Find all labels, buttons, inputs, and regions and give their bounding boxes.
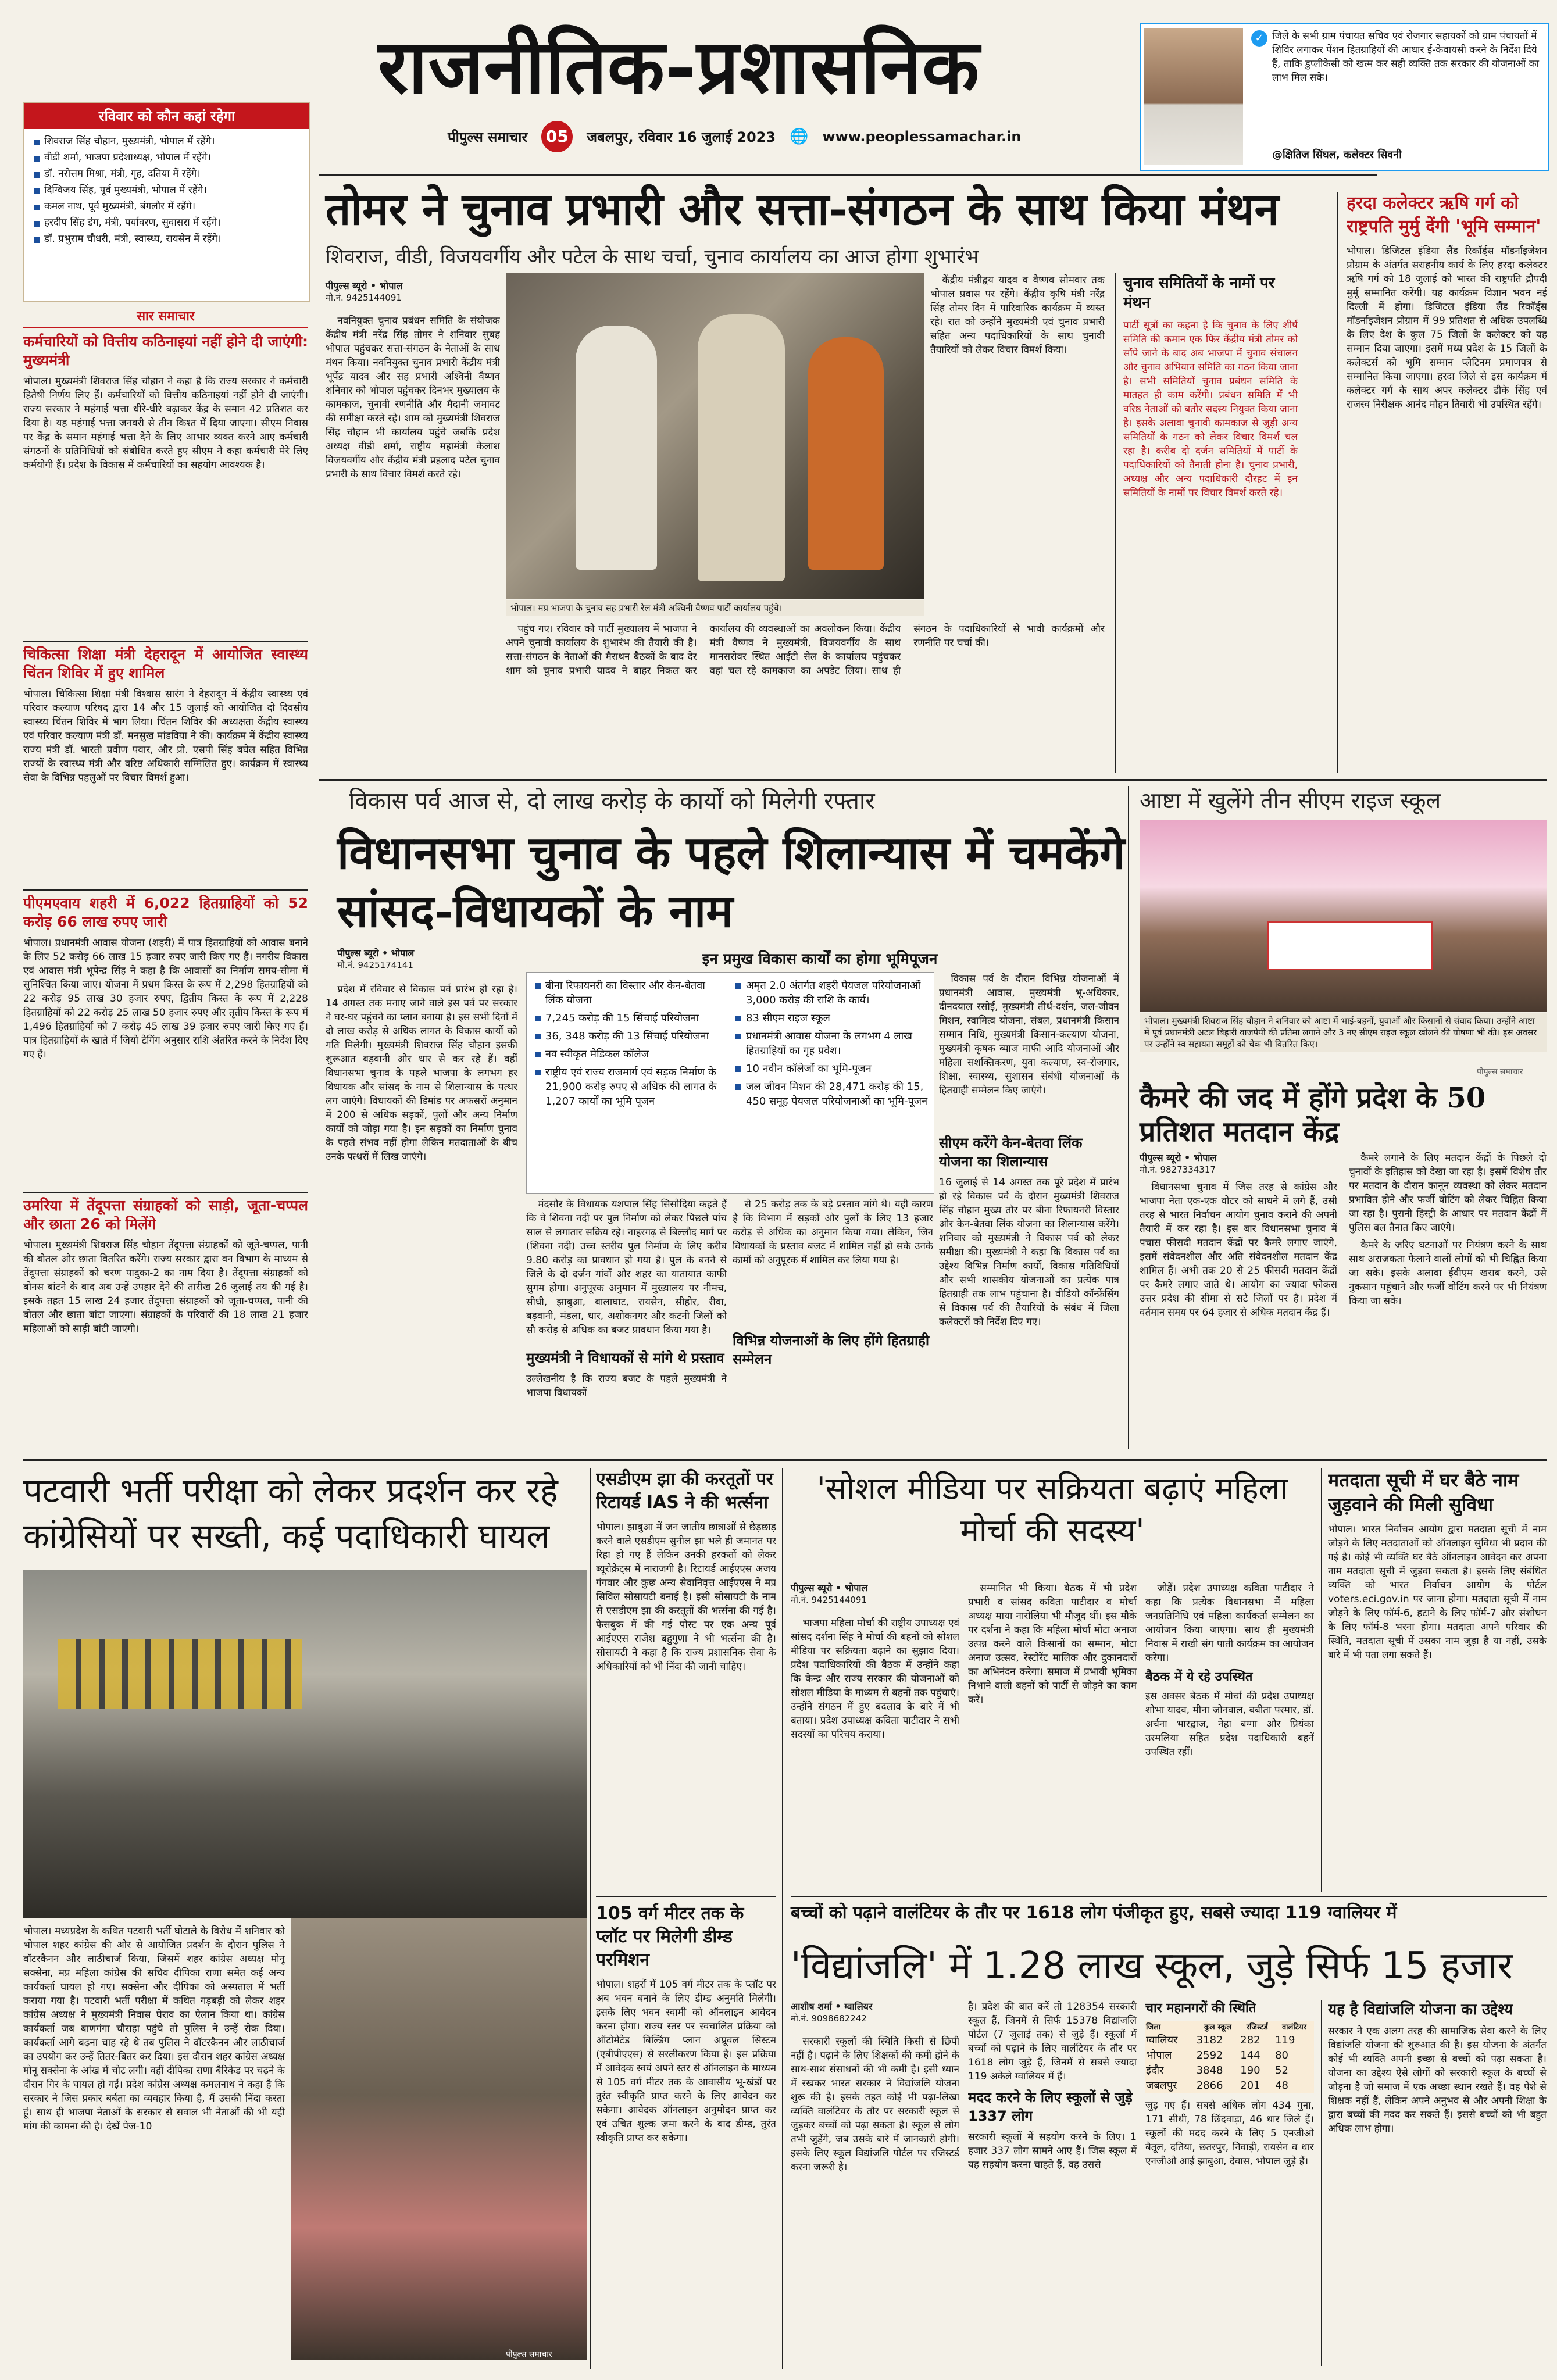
saar-headline-2: चिकित्सा शिक्षा मंत्री देहरादून में आयोजित स्वास्थ्य चिंतन शिविर में हुए शामिल xyxy=(23,646,308,681)
harda-story xyxy=(1347,192,1547,773)
lead-headline: तोमर ने चुनाव प्रभारी और सत्ता-संगठन के साथ किया मंथन xyxy=(326,183,1279,235)
vikas-list-b xyxy=(733,978,928,1112)
saar-body-2: भोपाल। चिकित्सा शिक्षा मंत्री विश्वास सारंग ने देहरादून में केंद्रीय स्वास्थ्य एवं परिवार कल्याण परिषद द्वारा 14 और 15 जुलाई को आयोजित दो दिवसीय स्वास्थ्य चिंतन शिविर में भाग लिया। चिंतन शिविर की अध्यक्षता केंद्रीय स्वास्थ्य एवं परिवार कल्याण मंत्री डॉ. मनसुख मांडविया ने की। कार्यक्रम में केंद्रीय स्वास्थ्य राज्य मंत्री डॉ. भारती प्रवीण पवार, और प्रो. एसपी सिंह बघेल सहित विभिन्न राज्यों के स्वास्थ्य मंत्री और वरिष्ठ अधिकारी सम्मिलित हुए। कार्यक्रम में स्वास्थ्य सेवा के विभिन्न पहलुओं पर विचार विमर्श हुआ। xyxy=(23,688,308,784)
paragraph: प्रदेश में रविवार से विकास पर्व प्रारंभ हो रहा है। 14 अगस्त तक मनाए जाने वाले इस पर्व पर सरकार ने घर-घर पहुंचने का प्लान बनाया है। इस सभी दिनों में दो लाख करोड़ से अधिक लागत के विकास कार्यों को गति मिलेगी। मुख्यमंत्री शिवराज सिंह चौहान इसकी शुरूआत बड़वानी और धार से कर रहे हैं। वहीं विधानसभा चुनाव के पहले भाजपा के लगभग हर विधायक और सांसद के नाम से शिलान्यास के पत्थर लग जाएंगे। विधायकों की डिमांड पर अफसरों अनुमान में 200 से अधिक सड़कों, पुलों और अन्य निर्माण कार्यों को जोड़ा गया है। इन सड़कों का निर्माण चुनाव के पहले संभव नहीं होगा लेकिन मतदाताओं के बीच उनके पत्थरों में लिख जाएंगे। xyxy=(326,984,517,1163)
camera-body-col1 xyxy=(1140,1180,1337,1448)
committees-body: पार्टी सूत्रों का कहना है कि चुनाव के लिए शीर्ष समिति की कमान एक फिर केंद्रीय मंत्री तोमर को सौंपे जाने के बाद अब भाजपा में चुनाव संचालन और चुनाव अभियान समिति का गठन किया जाना है। सभी समितियों चुनाव प्रबंधन समिति के मातहत ही काम करेंगी। प्रबंधन समिति में भी वरिष्ठ नेताओं को बतौर सदस्य नियुक्त किया जाना है। इसके अलावा चुनावी कामकाज से जुड़ी अन्य समितियों के गठन को लेकर विचार विमर्श चल रहा है। करीब दो दर्जन समितियों में पार्टी के पदाधिकारियों को तैनाती होना है। चुनाव प्रभारी, अध्यक्ष और अन्य पदाधिकारी दौरहट में इन समितियों के नामों पर विचार विमर्श करते रहे। xyxy=(1123,320,1298,499)
patwari-headline: पटवारी भर्ती परीक्षा को लेकर प्रदर्शन कर रहे कांग्रेसियों पर सख्ती, कई पदाधिकारी घायल xyxy=(23,1471,558,1556)
divider xyxy=(319,779,1547,781)
table-cell: जबलपुर xyxy=(1146,2079,1177,2092)
vidyanjali-side-headline: यह है विद्यांजलि योजना का उद्देश्य xyxy=(1328,2001,1513,2018)
table-cell: 144 xyxy=(1240,2049,1260,2061)
vikas-list-title: इन प्रमुख विकास कार्यों का होगा भूमिपूजन xyxy=(702,950,938,968)
vikas-sub2-headline: विभिन्न योजनाओं के लिए होंगे हितग्राही सम्मेलन xyxy=(733,1332,930,1367)
metro-table-note: जुड़ गए हैं। सबसे अधिक लोग 434 गुना, 171 सीधी, 78 छिंदवाड़ा, 46 धार जिले हैं। स्कूलों की मदद करने के लिए 5 एनजीओ बैतूल, दतिया, छतरपुर, निवाड़ी, रायसेन व धार एनजीओ आई झाबुआ, देवास, भोपाल जुड़े हैं। xyxy=(1145,2100,1314,2167)
cheque-board xyxy=(1267,921,1433,970)
table-cell: 190 xyxy=(1240,2064,1260,2077)
committees-story xyxy=(1123,273,1298,773)
tweet-box xyxy=(1140,23,1549,171)
mobile-number: मो.नं. 9098682242 xyxy=(791,2013,867,2024)
table-cell: इंदौर xyxy=(1146,2064,1164,2077)
paragraph: से 25 करोड़ तक के बड़े प्रस्ताव मांगे थे। यही कारण है कि विभाग में सड़कों और पुलों के लिए 13 हजार करोड़ से अधिक का अनुमान किया गया। लेकिन, जिन विधायकों के प्रस्ताव बजट में शामिल नहीं हो सके उनके कामों को अनुपूरक में शामिल कर लिया गया है। xyxy=(733,1199,933,1266)
byline: पीपुल्स ब्यूरो • भोपाल xyxy=(791,1582,868,1593)
metro-table xyxy=(1145,2021,1314,2093)
divider xyxy=(23,1459,1547,1461)
byline: आशीष शर्मा • ग्वालियर xyxy=(791,2001,873,2012)
voter-headline: मतदाता सूची में घर बैठे नाम जुड़वाने की मिली सुविधा xyxy=(1328,1469,1519,1516)
saar-body-1: भोपाल। मुख्यमंत्री शिवराज सिंह चौहान ने कहा है कि राज्य सरकार ने कर्मचारी हितैषी निर्णय लिए हैं। कर्मचारियों को वित्तीय कठिनाइयां नहीं होने दी जाएंगी। राज्य सरकार ने महंगाई भत्ता धीरे-धीरे बढ़ाकर केंद्र के समान 42 प्रतिशत कर दिया है। यह महंगाई भत्ता जनवरी से तीन किश्त में दिया जाएगा। सीएम निवास पर केंद्र के समान महंगाई भत्ता देने के लिए आभार व्यक्त करने आए कर्मचारी संगठनों के प्रतिनिधियों को संबोधित करते हुए सीएम ने कहा कर्मचारी मेरे लिए कर्मयोगी हैं। प्रदेश के विकास में कर्मचारियों का सहयोग आवश्यक है। xyxy=(23,376,308,471)
patwari-credit: पीपुल्स समाचार xyxy=(506,2350,552,2359)
table-cell: 201 xyxy=(1240,2079,1260,2092)
tweet-author: @क्षितिज सिंघल, कलेक्टर सिवनी xyxy=(1272,149,1402,161)
aashta-caption: भोपाल। मुख्यमंत्री शिवराज सिंह चौहान ने शनिवार को आष्टा में भाई-बहनों, युवाओं और किसानों से संवाद किया। उन्होंने आष्टा में पूर्व प्रधानमंत्री अटल बिहारी वाजपेयी की प्रतिमा लगाने और 3 नए सीएम राइज स्कूल खोलने की घोषणा भी की। इस अवसर पर उन्होंने स्व सहायता समूहों को चेक भी वितरित किए। xyxy=(1140,1013,1547,1052)
divider xyxy=(791,1896,1547,1897)
figure-3 xyxy=(808,337,884,570)
aashta-credit: पीपुल्स समाचार xyxy=(1477,1067,1523,1077)
list-item: बीना रिफायनरी का विस्तार और केन-बेतवा लिंक योजना xyxy=(533,978,724,1007)
lead-photo-caption: भोपाल। मप्र भाजपा के चुनाव सह प्रभारी रेल मंत्री अश्विनी वैष्णव पार्टी कार्यालय पहुंचे। xyxy=(506,600,924,616)
lead-body-col1 xyxy=(326,314,500,773)
twitter-icon: ✓ xyxy=(1251,30,1267,47)
lead-body-col2 xyxy=(506,622,1105,773)
vidyanjali-byline xyxy=(791,2000,965,2024)
vidyanjali-side xyxy=(1328,2000,1547,2366)
date-line: जबलपुर, रविवार 16 जुलाई 2023 xyxy=(587,128,776,145)
paragraph: कैमरे लगाने के लिए मतदान केंद्रों के पिछले दो चुनावों के इतिहास को देखा जा रहा है। इसमें विशेष तौर पर मतदान के दौरान कानून व्यवस्था को लेकर मतदान प्रभावित होने और फर्जी वोटिंग को लेकर चिह्नित किया जा रहा है। पुरानी हिस्ट्री के आधार पर मतदान केंद्रों में पुलिस बल तैनात किए जाएंगे। xyxy=(1349,1152,1547,1234)
aashta-headline: आष्टा में खुलेंगे तीन सीएम राइज स्कूल xyxy=(1140,788,1441,813)
table-row xyxy=(1145,2063,1314,2078)
who-where-box xyxy=(23,102,310,302)
voter-body: भोपाल। भारत निर्वाचन आयोग द्वारा मतदाता सूची में नाम जोड़ने के लिए मतदाताओं को ऑनलाइन सुविधा भी प्रदान की गई है। कोई भी व्यक्ति घर बैठे ऑनलाइन आवेदन कर अपना नाम मतदाता सूची में जुड़वा सकता है। इसके लिए संबंधित व्यक्ति को भारत निर्वाचन आयोग के पोर्टल voters.eci.gov.in पर जाना होगा। मतदाता सूची में नाम जोड़ने के लिए फॉर्म-6, हटाने के लिए फॉर्म-7 और संशोधन के लिए फॉर्म-8 भरना होगा। मतदाता अपने परिवार की स्थिति, मतदाता सूची में उसका नाम जुड़ा है या नहीं, उसके बारे में भी पता लगा सकते हैं। xyxy=(1328,1524,1547,1661)
table-header: रजिस्टर्ड xyxy=(1246,2023,1268,2032)
table-cell: 282 xyxy=(1240,2034,1260,2046)
divider xyxy=(590,1468,591,2369)
byline: पीपुल्स ब्यूरो • भोपाल xyxy=(326,280,403,291)
table-row xyxy=(1145,2032,1314,2047)
divider xyxy=(1115,273,1116,773)
saar-headline-1: कर्मचारियों को वित्तीय कठिनाइयां नहीं होने दी जाएंगी: मुख्यमंत्री xyxy=(23,333,308,369)
divider xyxy=(23,889,308,891)
list-item: प्रधानमंत्री आवास योजना के लगभग 4 लाख हितग्राहियों का गृह प्रवेश। xyxy=(733,1029,928,1058)
figure-2 xyxy=(698,314,785,581)
divider xyxy=(782,1468,783,2369)
barricade xyxy=(58,1639,302,1709)
who-where-title: रविवार को कौन कहां रहेगा xyxy=(24,103,309,129)
lead-subhead: शिवराज, वीडी, विजयवर्गीय और पटेल के साथ चर्चा, चुनाव कार्यालय का आज होगा शुभारंभ xyxy=(326,245,979,269)
list-item: 83 सीएम राइज स्कूल xyxy=(733,1011,928,1025)
mahila-body-col3 xyxy=(1145,1581,1314,1884)
protest-photo-2 xyxy=(291,1918,587,2360)
saar-story-3 xyxy=(23,894,308,1185)
vikas-body-col2 xyxy=(526,1198,727,1349)
paragraph: सरकारी स्कूलों की स्थिति किसी से छिपी नहीं है। पढ़ाने के लिए शिक्षकों की कमी होने के साथ-साथ संसाधनों की भी कमी है। इसी ध्यान में रखकर भारत सरकार ने विद्यांजलि योजना शुरू की है। इसके तहत कोई भी पढ़ा-लिखा व्यक्ति वालंटियर के तौर पर सरकारी स्कूल से जुड़कर बच्चों को पढ़ा सकता है। स्कूल से लोग तभी जुड़ेंगे, जब उसके बारे में जानकारी होगी। इसके लिए स्कूल विद्यांजलि पोर्टल पर रजिस्टर्ड करना जरूरी है। xyxy=(791,2036,959,2173)
paragraph: मंदसौर के विधायक यशपाल सिंह सिसोदिया कहते हैं कि वे शिवना नदी पर पुल निर्माण को लेकर पिछले पांच साल से लगातार सक्रिय रहे। नाहरगढ़ से बिल्लौद मार्ग पर (शिवना नदी) उच्च स्तरीय पुल निर्माण के लिए करीब 9.80 करोड़ का प्रावधान हो गया है। पुल के बनने से जिले के दो दर्जन गांवों और शहर का यातायात काफी सुगम होगा। अनुपूरक अनुमान में मुख्यालय पर नीमच, सीधी, झाबुआ, बालाघाट, रायसेन, सीहोर, रीवा, बड़वानी, मंडला, धार, अशोकनगर और कटनी जिलों को सौ करोड़ से अधिक का बजट प्रावधान किया गया है। xyxy=(526,1199,727,1336)
table-cell: 3848 xyxy=(1196,2064,1223,2077)
collector-photo xyxy=(1144,28,1243,165)
vidyanjali-body-col1 xyxy=(791,2035,959,2366)
camera-body-col2 xyxy=(1349,1151,1547,1448)
figure-1 xyxy=(576,326,657,570)
divider xyxy=(596,1896,776,1897)
dateline-bar xyxy=(448,119,1122,154)
voter-story xyxy=(1328,1468,1547,1892)
section-title: राजनीतिक-प्रशासनिक xyxy=(378,23,980,110)
metro-table-title: चार महानगरों की स्थिति xyxy=(1145,2001,1256,2016)
mobile-number: मो.नं. 9827334317 xyxy=(1140,1164,1216,1175)
paragraph: कैमरे के जरिए घटनाओं पर नियंत्रण करने के साथ साथ अराजकता फैलाने वालों लोगों को भी चिह्नित किया जा सके। इसके अलावा ईवीएम खराब करने, उसे नुकसान पहुंचाने और फर्जी वोटिंग करने पर भी नियंत्रण किया जा सके। xyxy=(1349,1239,1547,1307)
vikas-sub1-headline: मुख्यमंत्री ने विधायकों से मांगे थे प्रस्ताव xyxy=(526,1350,724,1366)
list-item: 7,245 करोड़ की 15 सिंचाई परियोजना xyxy=(533,1011,724,1025)
table-cell: ग्वालियर xyxy=(1146,2034,1178,2046)
who-where-list xyxy=(24,129,309,255)
vidyanjali-side-body: सरकार ने एक अलग तरह की सामाजिक सेवा करने के लिए विद्यांजलि योजना की शुरुआत की है। इस योजना के अंतर्गत कोई भी व्यक्ति अपनी इच्छा से बच्चों को पढ़ा सकता है। योजना का उद्देश्य ऐसे लोगों को सरकारी स्कूल के बच्चों से जोड़ना है जो समाज में एक अच्छा स्थान रखते हैं। वह पेशे से शिक्षक नहीं हैं, लेकिन अपने अनुभव से और अपनी शिक्षा के द्वारा बच्चों की मदद कर सकते हैं। इससे बच्चों को भी बहुत अधिक लाभ होगा। xyxy=(1328,2025,1547,2135)
lead-byline xyxy=(326,279,500,303)
lead-body-col3 xyxy=(930,273,1105,622)
saar-story-4 xyxy=(23,1196,308,1458)
mahila-sub-body: इस अवसर बैठक में मोर्चा की प्रदेश उपाध्यक्ष शोभा यादव, मीना जोनवाल, बबीता परमार, डॉ. अर्चना भारद्वाज, नेहा बग्गा और प्रियंका उरमलिया सहित प्रदेश पदाधिकारी बहनें उपस्थित रहीं। xyxy=(1145,1691,1314,1758)
saar-story-1 xyxy=(23,333,308,641)
mobile-number: मो.नं. 9425144091 xyxy=(326,292,402,303)
paper-name: पीपुल्स समाचार xyxy=(448,128,528,145)
plot-headline: 105 वर्ग मीटर तक के प्लॉट पर मिलेगी डीम्ड परमिशन xyxy=(596,1903,744,1970)
mobile-number: मो.नं. 9425144091 xyxy=(791,1595,867,1605)
paragraph: केंद्रीय मंत्रीद्वय यादव व वैष्णव सोमवार तक भोपाल प्रवास पर रहेंगे। केंद्रीय कृषि मंत्री नरेंद्र सिंह तोमर दिन में पारिवारिक कार्यक्रम में व्यस्त रहे। रात को उन्होंने मुख्यमंत्री एवं चुनाव प्रभारी सहित अन्य पदाधिकारियों के साथ चुनावी तैयारियों को लेकर विचार विमर्श किया। xyxy=(930,274,1105,356)
paragraph: पहुंच गए। रविवार को पार्टी मुख्यालय में भाजपा ने अपने चुनावी कार्यालय के शुभारंभ की तैयारी की है। सत्ता-संगठन के नेताओं की मैराथन बैठकों के बाद देर शाम को चुनाव प्रभारी यादव ने बाहर निकल कर कार्यालय की व्यवस्थाओं का अवलोकन किया। केंद्रीय मंत्री वैष्णव ने मुख्यमंत्री, विजयवर्गीय के साथ मानसरोवर स्थित आईटी सेल के कार्यालय पहुंचकर वहां चल रहे कामकाज का अपडेट लिया। साथ ही संगठन के पदाधिकारियों से भावी कार्यक्रमों और रणनीति पर चर्चा की। xyxy=(506,623,1105,677)
vikas-sub3-headline: सीएम करेंगे केन-बेतवा लिंक योजना का शिलान्यास xyxy=(939,1135,1083,1170)
harda-headline: हरदा कलेक्टर ऋषि गर्ग को राष्ट्रपति मुर्मु देंगी 'भूमि सम्मान' xyxy=(1347,193,1541,237)
vikas-sub1-body: उल्लेखनीय है कि राज्य बजट के पहले मुख्यमंत्री ने भाजपा विधायकों xyxy=(526,1373,727,1399)
vidyanjali-headline: 'विद्यांजलि' में 1.28 लाख स्कूल, जुड़े सिर्फ 15 हजार xyxy=(791,1945,1513,1988)
sdm-headline: एसडीएम झा की करतूतों पर रिटायर्ड IAS ने की भर्त्सना xyxy=(596,1469,773,1513)
list-item: वीडी शर्मा, भाजपा प्रदेशाध्यक्ष, भोपाल में रहेंगे। xyxy=(31,151,302,164)
list-item: शिवराज सिंह चौहान, मुख्यमंत्री, भोपाल में रहेंगे। xyxy=(31,135,302,148)
table-cell: 2866 xyxy=(1196,2079,1223,2092)
patwari-body xyxy=(23,1924,285,2366)
sdm-story xyxy=(596,1468,776,1892)
table-header: वालंटियर xyxy=(1281,2023,1307,2032)
vikas-body-col1 xyxy=(326,982,517,1448)
lead-photo xyxy=(506,273,924,599)
committees-headline: चुनाव समितियों के नामों पर मंथन xyxy=(1123,274,1275,312)
divider xyxy=(23,641,308,642)
table-cell: 80 xyxy=(1275,2049,1288,2061)
vikas-list-a xyxy=(533,978,724,1112)
mobile-number: मो.नं. 9425174141 xyxy=(337,960,413,970)
vikas-body-col4 xyxy=(939,972,1119,1129)
table-cell: 119 xyxy=(1275,2034,1295,2046)
table-cell: 52 xyxy=(1275,2064,1288,2077)
paragraph: सम्मानित भी किया। बैठक में भी प्रदेश प्रभारी व सांसद कविता पाटीदार व मोर्चा अध्यक्ष माया नारोलिया भी मौजूद थीं। इस मौके पर दर्शना ने कहा कि महिला मोर्चा मोटा अनाज उत्पन्न करने वाले किसानों का सम्मान, मोटा अनाज उत्सव, रेस्टोरेंट मालिक और दुकानदारों का अभिनंदन करेगा। समाज में प्रभावी भूमिका निभाने वाली बहनों को पार्टी से जोड़ने का काम करें। xyxy=(968,1582,1137,1706)
mahila-headline: 'सोशल मीडिया पर सक्रियता बढ़ाएं महिला मोर्चा की सदस्य' xyxy=(816,1470,1288,1549)
divider xyxy=(1337,192,1338,773)
saar-body-3: भोपाल। प्रधानमंत्री आवास योजना (शहरी) में पात्र हितग्राहियों को आवास बनाने के लिए 52 करोड़ 66 लाख 15 हजार रुपए जारी किए गए हैं। नगरीय विकास एवं आवास मंत्री भूपेन्द्र सिंह ने कहा है कि आवासों का निर्माण समय-सीमा में सुनिश्चित किया जाए। योजना में प्रथम किस्त के रूप में 2,298 हितग्राहियों को 22 करोड़ 95 लाख 30 हजार रुपए, द्वितीय किस्त के रूप में 2,228 हितग्राहियों को 22 करोड़ 25 लाख 50 हजार रुपए और तृतीय किस्त के रूप में 1,496 हितग्राहियों को 7 करोड़ 45 लाख 39 हजार रुपए जारी किए गए हैं। पात्र हितग्राहियों के खाते में जियो टेगिंग अनुसार राशि अंतरित करने के निर्देश दिए गए हैं। xyxy=(23,937,308,1060)
divider xyxy=(1321,2000,1322,2366)
paragraph: है। प्रदेश की बात करें तो 128354 सरकारी स्कूल हैं, जिनमें से सिर्फ 15378 विद्यांजलि पोर्टल (7 जुलाई तक) से जुड़े हैं। स्कूलों में बच्चों को पढ़ाने के लिए वालंटियर के तौर पर 1618 लोग जुड़े हैं, जिनमें से सबसे ज्यादा 119 अकेले ग्वालियर में हैं। xyxy=(968,2001,1137,2082)
list-item: डॉ. प्रभुराम चौधरी, मंत्री, स्वास्थ्य, रायसेन में रहेंगे। xyxy=(31,233,302,245)
mahila-byline xyxy=(791,1581,965,1606)
website-link[interactable]: www.peoplessamachar.in xyxy=(822,128,1022,145)
vidyanjali-col2 xyxy=(968,2000,1137,2366)
globe-icon: 🌐 xyxy=(790,128,809,145)
byline: पीपुल्स ब्यूरो • भोपाल xyxy=(1140,1152,1217,1163)
saar-body-4: भोपाल। मुख्यमंत्री शिवराज सिंह चौहान तेंदूपत्ता संग्राहकों को जूते-चप्पल, पानी की बोतल और छाता वितरित करेंगे। राज्य सरकार द्वारा वन विभाग के माध्यम से तेंदूपत्ता संग्राहकों को चरण पादुका-2 का नाम दिया है। तेंदूपत्ता संग्राहकों को बोनस बांटने के बाद अब उन्हें उपहार देने की तारीख 26 जुलाई तय की गई है। इसके तहत 15 लाख 24 हजार तेंदूपत्ता संग्राहकों को जूता-चप्पल, पानी की बोतल और छाता बांटा जाएगा। संग्राहकों के परिवारों की 18 लाख 21 हजार महिलाओं को साड़ी बांटी जाएगी। xyxy=(23,1239,308,1335)
vikas-headline: विधानसभा चुनाव के पहले शिलान्यास में चमकेंगे सांसद-विधायकों के नाम xyxy=(337,827,1125,938)
vikas-sub3 xyxy=(939,1134,1119,1448)
camera-byline xyxy=(1140,1151,1337,1175)
paragraph: नवनियुक्त चुनाव प्रबंधन समिति के संयोजक केंद्रीय मंत्री नरेंद्र सिंह तोमर ने शनिवार सुबह भोपाल पहुंचकर सत्ता-संगठन के नेताओं के साथ मंथन किया। नवनियुक्त चुनाव प्रभारी केंद्रीय मंत्री भूपेंद्र यादव और सह प्रभारी अश्विनी वैष्णव शनिवार को भोपाल पहुंचकर दिनभर मुख्यालय के कामकाज, चुनावी रणनीति और मैदानी जमावट की समीक्षा करते रहे। शाम को मुख्यमंत्री शिवराज सिंह चौहान भी कार्यालय पहुंचे जबकि प्रदेश अध्यक्ष वीडी शर्मा, राष्ट्रीय महामंत्री कैलाश विजयवर्गीय और केंद्रीय मंत्री प्रहलाद पटेल चुनाव प्रभारी के साथ विचार विमर्श करते रहे। xyxy=(326,315,500,480)
byline: पीपुल्स ब्यूरो • भोपाल xyxy=(337,948,415,959)
list-item: दिग्विजय सिंह, पूर्व मुख्यमंत्री, भोपाल में रहेंगे। xyxy=(31,184,302,196)
saar-story-2 xyxy=(23,645,308,878)
vikas-sub2 xyxy=(733,1331,933,1448)
table-header: जिला xyxy=(1146,2023,1161,2032)
table-cell: भोपाल xyxy=(1146,2049,1172,2061)
vikas-sub3-body: 16 जुलाई से 14 अगस्त तक पूरे प्रदेश में प्रारंभ हो रहे विकास पर्व के दौरान मुख्यमंत्री शिवराज सिंह चौहान मुख्य तौर पर बीना रिफायनरी विस्तार और केन-बेतवा लिंक योजना का शिलान्यास करेंगे। शनिवार को मुख्यमंत्री ने विकास पर्व को लेकर समीक्षा की। मुख्यमंत्री ने कहा कि विकास पर्व का उद्देश्य विभिन्न निर्माण कार्यों, विकास गतिविधियों और सभी शासकीय योजनाओं का प्रत्येक पात्र हितग्राही तक लाभ पहुंचाना है। वीडियो कॉन्फ्रेंसिंग से विकास पर्व की तैयारियों के संबंध में जिला कलेक्टरों को निर्देश दिए गए। xyxy=(939,1177,1119,1328)
vidyanjali-sub: मदद करने के लिए स्कूलों से जुड़े 1337 लोग xyxy=(968,2089,1133,2124)
vikas-body-col3 xyxy=(733,1198,933,1302)
plot-body: भोपाल। शहरों में 105 वर्ग मीटर तक के प्लॉट पर अब भवन बनाने के लिए डीम्ड अनुमति मिलेगी। इसके लिए भवन स्वामी को ऑनलाइन आवेदन करना होगा। राज्य स्तर पर स्वचालित प्रक्रिया को ऑटोमेटेड बिल्डिंग प्लान अप्रूवल सिस्टम (एबीपीएएस) से सरलीकरण किया है। इस प्रक्रिया में आवेदक स्वयं अपने स्तर से ऑनलाइन के माध्यम से 105 वर्ग मीटर तक के आवासीय भू-खंडों पर तुरंत स्वीकृति प्राप्त करने के लिए आवेदन कर सकेगा। आवेदक ऑनलाइन अनुमोदन प्राप्त कर एवं उचित शुल्क जमा करने के बाद डीम्ड, तुरंत स्वीकृति प्राप्त कर सकेगा। xyxy=(596,1979,776,2144)
vikas-list-box xyxy=(526,972,934,1194)
table-cell: 3182 xyxy=(1196,2034,1223,2046)
harda-body: भोपाल। डिजिटल इंडिया लैंड रिकॉर्ड्स मॉडर्नाइजेशन प्रोग्राम के अंतर्गत सराहनीय कार्य के लिए हरदा कलेक्टर ऋषि गर्ग को 18 जुलाई को भारत की राष्ट्रपति द्रौपदी मुर्मू सम्मानित करेंगी। यह कार्यक्रम विज्ञान भवन नई दिल्ली में होगा। डिजिटल इंडिया लैंड रिकॉर्ड्स मॉडर्नाइजेशन प्रोग्राम में 99 प्रतिशत से अधिक उपलब्धि के लिए देश के कुल 75 जिलों के कलेक्टर को यह सम्मान दिया जाएगा। इसमें मध्य प्रदेश के 15 जिलों के कलेक्टर्स को भूमि सम्मान प्लेटिनम प्रमाणपत्र से सम्मानित किया जाएगा। हरदा जिले से इस कार्यक्रम में कलेक्टर गर्ग के साथ अपर कलेक्टर डीके सिंह एवं राजस्व निरीक्षक आनंद मोहन तिवारी भी उपस्थित रहेंगे। xyxy=(1347,245,1547,410)
list-item: 10 नवीन कॉलेजों का भूमि-पूजन xyxy=(733,1062,928,1076)
list-item: नव स्वीकृत मेडिकल कॉलेज xyxy=(533,1047,724,1062)
plot-story xyxy=(596,1902,776,2367)
metro-table-box xyxy=(1145,2000,1314,2366)
camera-headline: कैमरे की जद में होंगे प्रदेश के 50 प्रतिशत मतदान केंद्र xyxy=(1140,1082,1486,1148)
vidyanjali-sub-body: सरकारी स्कूलों में सहयोग करने के लिए। 1 हजार 337 लोग सामने आए हैं। जिस स्कूल में यह सहयोग करना चाहते हैं, वह उससे xyxy=(968,2131,1137,2171)
paragraph: विधानसभा चुनाव में जिस तरह से कांग्रेस और भाजपा नेता एक-एक वोटर को साधने में लगे हैं, उसी तरह से भारत निर्वाचन आयोग चुनाव कराने की अपनी तैयारी में कर रहा है। इस बार विधानसभा चुनाव में पचास फीसदी मतदान केंद्रों पर कैमरे लगाए जाएंगे, इसमें संवेदनशील और अति संवेदनशील मतदान केंद्र शामिल हैं। अभी तक 20 से 25 फीसदी मतदान केंद्रों पर कैमरे लगाए जाते थे। आयोग का ज्यादा फोकस उत्तर प्रदेश की सीमा से सटे जिलों पर है। प्रदेश में वर्तमान समय पर 64 हजार से अधिक मतदान केंद्र हैं। xyxy=(1140,1181,1337,1318)
table-row xyxy=(1145,2047,1314,2063)
vikas-sub1 xyxy=(526,1349,727,1448)
table-cell: 48 xyxy=(1275,2079,1288,2092)
list-item: डॉ. नरोत्तम मिश्रा, मंत्री, गृह, दतिया में रहेंगे। xyxy=(31,167,302,180)
table-header: कुल स्कूल xyxy=(1204,2023,1232,2032)
divider xyxy=(1128,786,1129,1449)
aashta-photo xyxy=(1140,820,1547,1012)
saar-headline-4: उमरिया में तेंदूपत्ता संग्राहकों को साड़ी, जूता-चप्पल और छाता 26 को मिलेंगे xyxy=(23,1197,308,1232)
mahila-body-col2 xyxy=(968,1581,1137,1884)
list-item: कमल नाथ, पूर्व मुख्यमंत्री, बंगलौर में रहेंगे। xyxy=(31,200,302,213)
mahila-body-col1 xyxy=(791,1616,959,1884)
mahila-sub: बैठक में ये रहे उपस्थित xyxy=(1145,1670,1253,1684)
sdm-body: भोपाल। झाबुआ में जन जातीय छात्राओं से छेड़छाड़ करने वाले एसडीएम सुनील झा भले ही जमानत पर रिहा हो गए हैं लेकिन उनकी हरकतों को लेकर ब्यूरोक्रेट्स में नाराजगी है। रिटायर्ड आईएएस अजय गंगवार और कुछ अन्य सेवानिवृत्त आईएएस ने मप्र सिविल सोसायटी बनाई है। इसी सोसायटी के नाम से एसडीएम झा की करतूतों की भर्त्सना की गई है। फेसबुक में की गई पोस्ट पर एक अन्य पूर्व आईएएस राजेश बहुगुणा ने भी भर्त्सना की है। सोसायटी ने कहा है कि राज्य प्रशासनिक सेवा के अधिकारियों को भी निंदा की जानी चाहिए। xyxy=(596,1521,776,1673)
table-row xyxy=(1145,2078,1314,2093)
list-item: जल जीवन मिशन की 28,471 करोड़ की 15, 450 समूह पेयजल परियोजनाओं का भूमि-पूजन xyxy=(733,1080,928,1109)
page-number: 05 xyxy=(541,121,573,152)
list-item: हरदीप सिंह डंग, मंत्री, पर्यावरण, सुवासरा में रहेंगे। xyxy=(31,216,302,229)
divider xyxy=(319,174,1377,176)
paragraph: भाजपा महिला मोर्चा की राष्ट्रीय उपाध्यक्ष एवं सांसद दर्शना सिंह ने मोर्चा की बहनों को सोशल मीडिया पर सक्रियता बढ़ाने का सुझाव दिया। प्रदेश पदाधिकारियों की बैठक में उन्होंने कहा कि केन्द्र और राज्य सरकार की योजनाओं को सोशल मीडिया के माध्यम से बहनों तक पहुंचाएं। उन्होंने संगठन में हुए बदलाव के बारे में भी बताया। प्रदेश उपाध्यक्ष कविता पाटीदार ने सभी सदस्यों का परिचय कराया। xyxy=(791,1617,959,1741)
list-item: राष्ट्रीय एवं राज्य राजमार्ग एवं सड़क निर्माण के 21,900 करोड़ रुपए से अधिक की लागत के 1,207 कार्यों का भूमि पूजन xyxy=(533,1065,724,1109)
vikas-kicker: विकास पर्व आज से, दो लाख करोड़ के कार्यों को मिलेगी रफ्तार xyxy=(349,788,875,814)
divider xyxy=(23,1192,308,1193)
vikas-byline xyxy=(337,946,512,971)
patwari-body-text: भोपाल। मध्यप्रदेश के कथित पटवारी भर्ती घोटाले के विरोध में शनिवार को भोपाल शहर कांग्रेस की ओर से आयोजित प्रदर्शन के दौरान पुलिस ने वॉटरकैनन और लाठीचार्ज किया, जिसमें शहर कांग्रेस अध्यक्ष मोनू सक्सेना, मप्र महिला कांग्रेस की सचिव दीपिका राणा समेत कई अन्य कार्यकर्ता घायल हो गए। सक्सेना और दीपिका को अस्पताल में भर्ती कराया गया है। पटवारी भर्ती परीक्षा में कथित गड़बड़ी को लेकर शहर कांग्रेस अध्यक्ष ने मुख्यमंत्री निवास घेराव का ऐलान किया था। कांग्रेस कार्यकर्ता जब बाणगंगा चौराहा पहुंचे तो पुलिस ने उन्हें रोक दिया। कार्यकर्ता आगे बढ़ना चाह रहे थे तब पुलिस ने वॉटरकैनन और लाठीचार्ज का उपयोग कर उन्हें तितर-बितर कर दिया। इस दौरान शहर कांग्रेस अध्यक्ष मोनू सक्सेना के आंख में चोट लगी। वहीं दीपिका राणा बैरिकेड पर चढ़ने के दौरान गिर के घायल हो गईं। प्रदेश कांग्रेस अध्यक्ष कमलनाथ ने कहा है कि सरकार ने जिस प्रकार बर्बता का व्यवहार किया है, मैं उसकी निंदा करता हूं। साथ ही भाजपा नेताओं के सरकार से सवाल भी नेताओं की भी यही मांग की कामना की है। देखें पेज-10 xyxy=(23,1925,285,2132)
saar-headline-3: पीएमएवाय शहरी में 6,022 हितग्राहियों को 52 करोड़ 66 लाख रुपए जारी xyxy=(23,895,308,930)
list-item: अमृत 2.0 अंतर्गत शहरी पेयजल परियोजनाओं 3,000 करोड़ की राशि के कार्य। xyxy=(733,978,928,1007)
table-cell: 2592 xyxy=(1196,2049,1223,2061)
list-item: 36, 348 करोड़ की 13 सिंचाई परियोजना xyxy=(533,1029,724,1044)
divider xyxy=(1321,1468,1322,1892)
vidyanjali-kicker: बच्चों को पढ़ाने वालंटियर के तौर पर 1618 लोग पंजीकृत हुए, सबसे ज्यादा 119 ग्वालियर में xyxy=(791,1903,1397,1923)
protest-photo-1 xyxy=(23,1570,587,1918)
paragraph: जोड़ें। प्रदेश उपाध्यक्ष कविता पाटीदार ने कहा कि प्रत्येक विधानसभा में महिला जनप्रतिनिधि एवं महिला कार्यकर्ता सम्मेलन का आयोजन किया जाएगा। साथ ही मुख्यमंत्री निवास में राखी संग पाती कार्यक्रम का आयोजन करेगा। xyxy=(1145,1582,1314,1664)
saar-title: सार समाचार xyxy=(23,307,308,328)
paragraph: विकास पर्व के दौरान विभिन्न योजनाओं में प्रधानमंत्री आवास, मुख्यमंत्री भू-अधिकार, दीनदयाल रसोई, मुख्यमंत्री तीर्थ-दर्शन, जल-जीवन मिशन, स्वामित्व योजना, संबल, प्रधानमंत्री किसान सम्मान निधि, मुख्यमंत्री किसान-कल्याण योजना, मुख्यमंत्री कृषक ब्याज माफी आदि योजनाओं और महिला सशक्तिकरण, युवा कल्याण, स्व-रोजगार, शिक्षा, स्वास्थ्य, सुशासन संबंधी योजनाओं के हितग्राही सम्मेलन किए जाएंगे। xyxy=(939,973,1119,1096)
tweet-text: जिले के सभी ग्राम पंचायत सचिव एवं रोजगार सहायकों को ग्राम पंचायतों में शिविर लगाकर पेंशन हितग्राहियों की आधार ई-केवायसी करने के निर्देश दिये हैं, ताकि डुप्लीकेसी को खत्म कर सही व्यक्ति तक सरकार की योजनाओं का लाभ मिल सके। xyxy=(1272,30,1540,84)
